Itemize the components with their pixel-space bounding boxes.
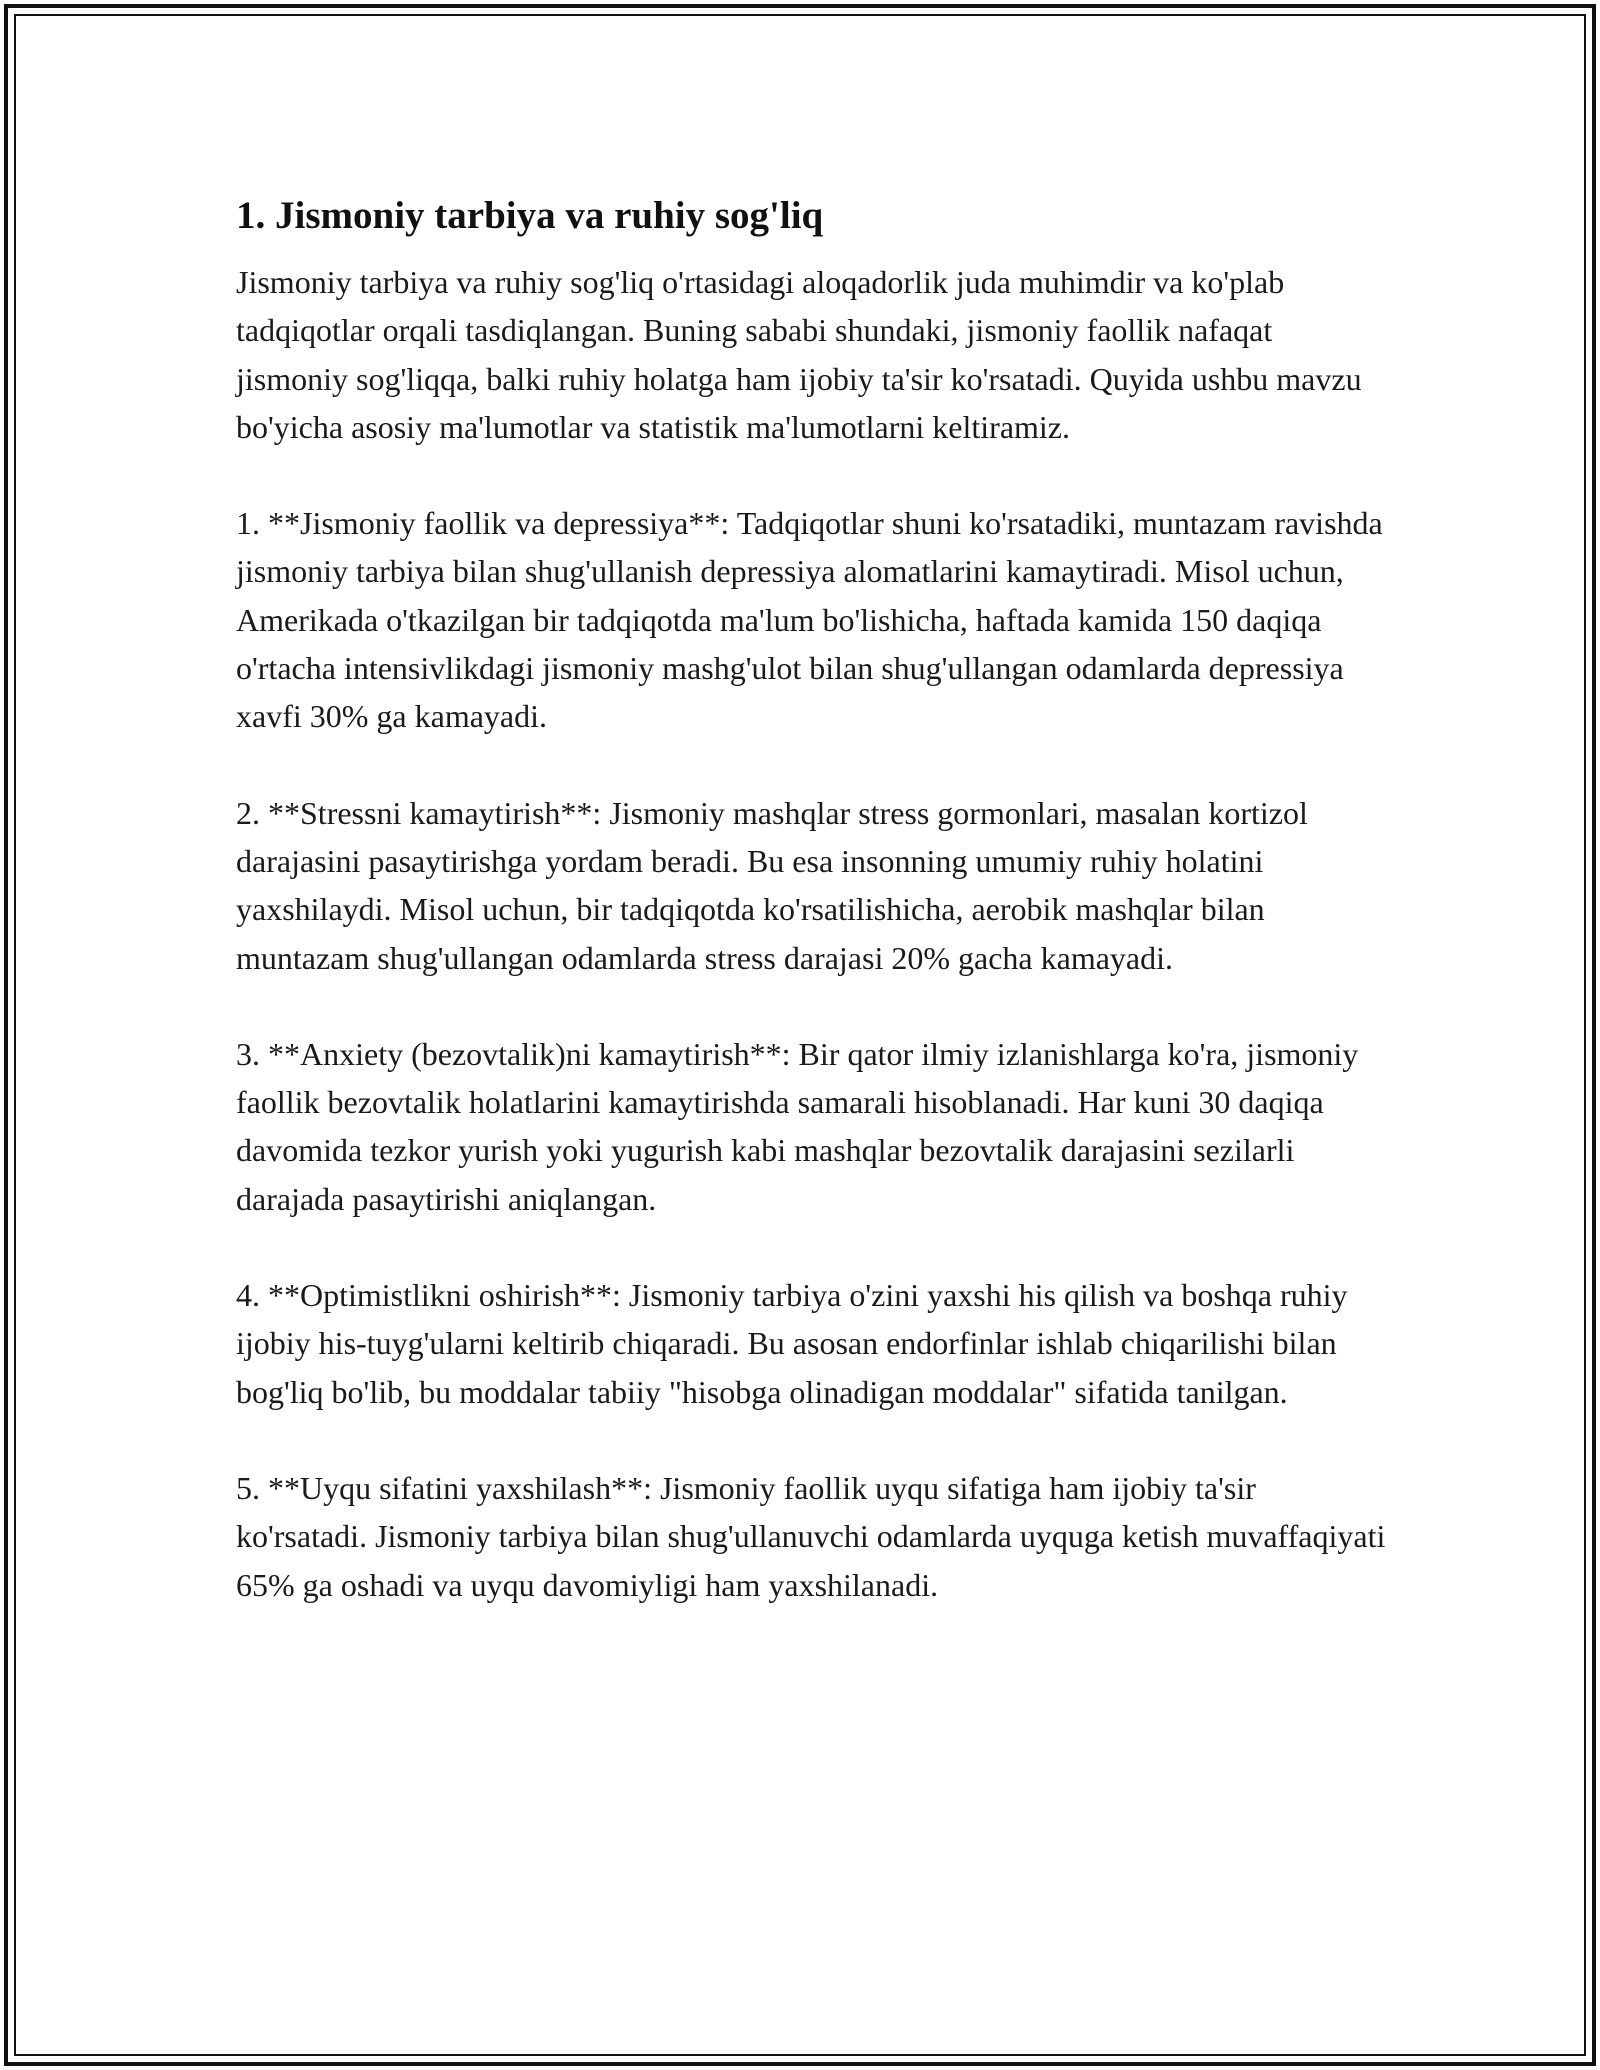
point-optimism: 4. **Optimistlikni oshirish**: Jismoniy tarbiya o'zini yaxshi his qilish va boshqa ruhiy ijobiy his-tuyg'ularni keltirib chiqaradi. Bu asosan endorfinlar ishlab chiqarilishi bilan bog'liq bo'lib, bu moddalar tabiiy "hisobga olinadigan moddalar" sifatida tanilgan.	[236, 1277, 1348, 1410]
document-body	[236, 188, 1386, 1657]
document-title: 1. Jismoniy tarbiya va ruhiy sog'liq	[236, 194, 824, 237]
point-stress: 2. **Stressni kamaytirish**: Jismoniy mashqlar stress gormonlari, masalan kortizol darajasini pasaytirishga yordam beradi. Bu esa insonning umumiy ruhiy holatini yaxshilaydi. Misol uchun, bir tadqiqotda ko'rsatilishicha, aerobik mashqlar bilan muntazam shug'ullangan odamlarda stress darajasi 20% gacha kamayadi.	[236, 794, 1308, 976]
point-depression: 1. **Jismoniy faollik va depressiya**: Tadqiqotlar shuni ko'rsatadiki, muntazam ravishda jismoniy tarbiya bilan shug'ullanish depressiya alomatlarini kamaytiradi. Misol uchun, Amerikada o'tkazilgan bir tadqiqotda ma'lum bo'lishicha, haftada kamida 150 daqiqa o'rtacha intensivlikdagi jismoniy mashg'ulot bilan shug'ullangan odamlarda depressiya xavfi 30% ga kamayadi.	[236, 505, 1383, 735]
intro-paragraph: Jismoniy tarbiya va ruhiy sog'liq o'rtasidagi aloqadorlik juda muhimdir va ko'plab tadqiqotlar orqali tasdiqlangan. Buning sababi shundaki, jismoniy faollik nafaqat jismoniy sog'liqqa, balki ruhiy holatga ham ijobiy ta'sir ko'rsatadi. Quyida ushbu mavzu bo'yicha asosiy ma'lumotlar va statistik ma'lumotlarni keltiramiz.	[236, 264, 1362, 445]
point-sleep: 5. **Uyqu sifatini yaxshilash**: Jismoniy faollik uyqu sifatiga ham ijobiy ta'sir ko'rsatadi. Jismoniy tarbiya bilan shug'ullanuvchi odamlarda uyquga ketish muvaffaqiyati 65% ga oshadi va uyqu davomiyligi ham yaxshilanadi.	[236, 1469, 1386, 1603]
point-anxiety: 3. **Anxiety (bezovtalik)ni kamaytirish**: Bir qator ilmiy izlanishlarga ko'ra, jismoniy faollik bezovtalik holatlarini kamaytirishda samarali hisoblanadi. Har kuni 30 daqiqa davomida tezkor yurish yoki yugurish kabi mashqlar bezovtalik darajasini sezilarli darajada pasaytirishi aniqlangan.	[236, 1035, 1359, 1217]
